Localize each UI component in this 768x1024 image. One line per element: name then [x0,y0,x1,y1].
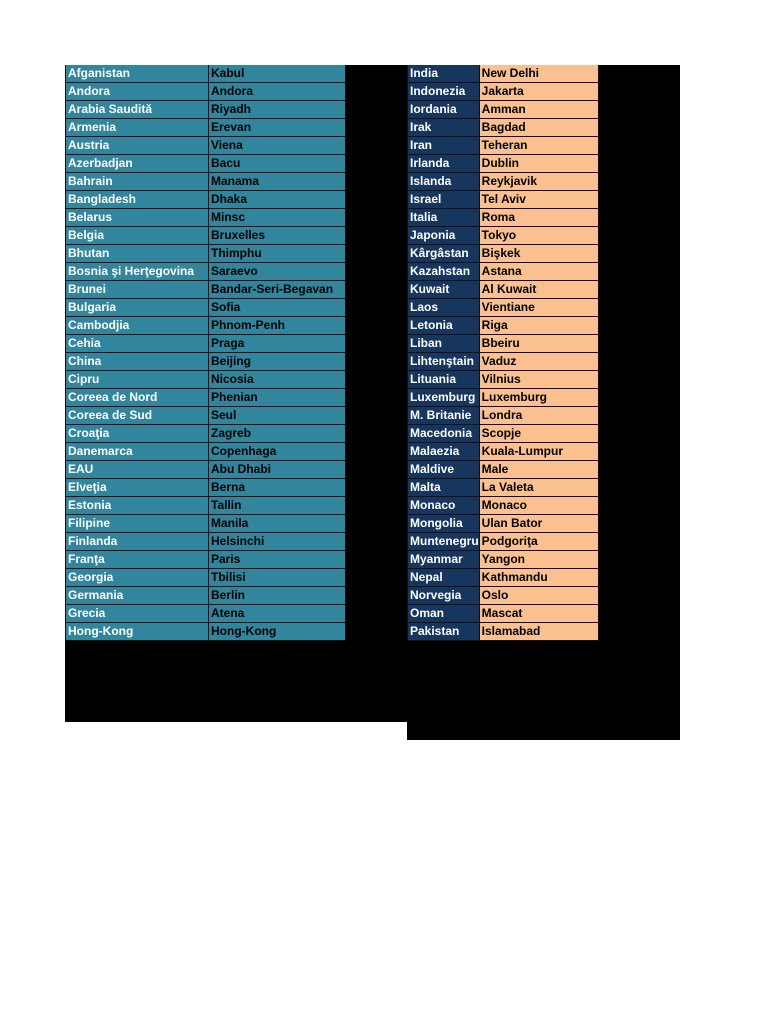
country-cell: Andora [66,83,209,101]
table-row [408,371,599,389]
country-cell: Austria [66,137,209,155]
table-row [408,497,599,515]
country-cell: Bangladesh [66,191,209,209]
country-cell: Cipru [66,371,209,389]
capital-cell: Vaduz [479,353,598,371]
country-cell: Mongolia [408,515,480,533]
country-cell: Finlanda [66,533,209,551]
capital-cell: Saraevo [209,263,346,281]
country-cell: India [408,65,480,83]
capital-cell: Male [479,461,598,479]
table-row [408,335,599,353]
country-cell: Croaţia [66,425,209,443]
country-cell: Elveţia [66,479,209,497]
table-row [408,227,599,245]
table-row [66,371,346,389]
capital-cell: Astana [479,263,598,281]
country-cell: Muntenegru [408,533,480,551]
country-cell: Bhutan [66,245,209,263]
capital-cell: Abu Dhabi [209,461,346,479]
country-cell: Luxemburg [408,389,480,407]
country-cell: Indonezia [408,83,480,101]
country-cell: Coreea de Sud [66,407,209,425]
capital-cell: Zagreb [209,425,346,443]
country-cell: Bosnia şi Herţegovina [66,263,209,281]
table-row [66,119,346,137]
country-cell: Letonia [408,317,480,335]
capital-cell: Kathmandu [479,569,598,587]
capital-cell: Reykjavik [479,173,598,191]
table-row [408,551,599,569]
country-cell: Italia [408,209,480,227]
table-row [66,461,346,479]
country-cell: Georgia [66,569,209,587]
capital-cell: Minsc [209,209,346,227]
table-row [66,299,346,317]
table-row [66,479,346,497]
capital-cell: Sofia [209,299,346,317]
country-cell: Afganistan [66,65,209,83]
capital-cell: Kuala-Lumpur [479,443,598,461]
table-row [408,299,599,317]
table-row [66,569,346,587]
capital-cell: Beijing [209,353,346,371]
table-row [66,443,346,461]
country-cell: Cehia [66,335,209,353]
country-cell: Irak [408,119,480,137]
capital-cell: Phenian [209,389,346,407]
table-row [408,353,599,371]
country-cell: Macedonia [408,425,480,443]
capital-cell: La Valeta [479,479,598,497]
table-row [408,119,599,137]
table-row [408,281,599,299]
table-row [408,587,599,605]
table-row [66,515,346,533]
country-cell: Islanda [408,173,480,191]
country-cell: Arabia Saudită [66,101,209,119]
country-cell: Malaezia [408,443,480,461]
capital-cell: Vilnius [479,371,598,389]
capital-cell: Paris [209,551,346,569]
country-cell: Germania [66,587,209,605]
capital-cell: Bagdad [479,119,598,137]
country-cell: Myanmar [408,551,480,569]
country-cell: Norvegia [408,587,480,605]
table-row [66,497,346,515]
country-cell: Lihtenştain [408,353,480,371]
table-row [66,389,346,407]
country-cell: Bahrain [66,173,209,191]
capital-cell: Atena [209,605,346,623]
country-cell: Azerbadjan [66,155,209,173]
table-row [66,353,346,371]
capital-cell: Al Kuwait [479,281,598,299]
country-cell: Danemarca [66,443,209,461]
capital-cell: Mascat [479,605,598,623]
capital-cell: Tbilisi [209,569,346,587]
table-row [66,551,346,569]
table-row [66,227,346,245]
table-row [408,425,599,443]
table-row [408,137,599,155]
capital-cell: Berna [209,479,346,497]
capital-cell: Berlin [209,587,346,605]
country-cell: Kuwait [408,281,480,299]
country-cell: Belarus [66,209,209,227]
table-row [408,101,599,119]
table-row [66,101,346,119]
capitals-table-right [407,65,599,641]
country-cell: Laos [408,299,480,317]
capital-cell: Ulan Bator [479,515,598,533]
capital-cell: Thimphu [209,245,346,263]
country-cell: Maldive [408,461,480,479]
capital-cell: Bişkek [479,245,598,263]
capital-cell: Luxemburg [479,389,598,407]
country-cell: Pakistan [408,623,480,641]
table-row [66,155,346,173]
country-cell: Kazahstan [408,263,480,281]
table-row [408,317,599,335]
table-row [408,407,599,425]
table-row [66,425,346,443]
capital-cell: Tallin [209,497,346,515]
table-row [66,533,346,551]
capital-cell: Oslo [479,587,598,605]
capital-cell: New Delhi [479,65,598,83]
capital-cell: Manama [209,173,346,191]
table-row [66,407,346,425]
country-cell: Belgia [66,227,209,245]
capital-cell: Nicosia [209,371,346,389]
country-cell: Lituania [408,371,480,389]
table-row [408,263,599,281]
capital-cell: Viena [209,137,346,155]
country-cell: Iran [408,137,480,155]
capital-cell: Bruxelles [209,227,346,245]
capital-cell: Podgoriţa [479,533,598,551]
country-cell: Monaco [408,497,480,515]
capital-cell: Islamabad [479,623,598,641]
table-row [408,479,599,497]
capital-cell: Yangon [479,551,598,569]
table-row [408,443,599,461]
country-cell: Irlanda [408,155,480,173]
capital-cell: Seul [209,407,346,425]
table-row [408,623,599,641]
table-row [66,209,346,227]
capital-cell: Scopje [479,425,598,443]
table-row [408,191,599,209]
capitals-table-left [65,65,346,641]
country-cell: Coreea de Nord [66,389,209,407]
capital-cell: Manila [209,515,346,533]
table-row [66,173,346,191]
table-row [408,209,599,227]
table-row [66,65,346,83]
country-cell: Armenia [66,119,209,137]
capital-cell: Londra [479,407,598,425]
country-cell: Cambodjia [66,317,209,335]
table-row [408,245,599,263]
table-row [408,569,599,587]
table-row [66,335,346,353]
table-row [408,533,599,551]
country-cell: Filipine [66,515,209,533]
table-row [408,65,599,83]
table-row [408,155,599,173]
capital-cell: Andora [209,83,346,101]
capital-cell: Tokyo [479,227,598,245]
country-cell: M. Britanie [408,407,480,425]
country-cell: Kârgâstan [408,245,480,263]
capital-cell: Riga [479,317,598,335]
capital-cell: Tel Aviv [479,191,598,209]
country-cell: Oman [408,605,480,623]
country-cell: Hong-Kong [66,623,209,641]
capital-cell: Hong-Kong [209,623,346,641]
capital-cell: Bacu [209,155,346,173]
country-cell: Japonia [408,227,480,245]
capital-cell: Erevan [209,119,346,137]
table-row [408,389,599,407]
capital-cell: Jakarta [479,83,598,101]
capital-cell: Bandar-Seri-Begavan [209,281,346,299]
table-row [66,587,346,605]
table-row [66,263,346,281]
country-cell: Israel [408,191,480,209]
capital-cell: Amman [479,101,598,119]
table-row [66,83,346,101]
capital-cell: Helsinchi [209,533,346,551]
country-cell: Franţa [66,551,209,569]
country-cell: Iordania [408,101,480,119]
table-row [66,605,346,623]
table-row [408,461,599,479]
capital-cell: Roma [479,209,598,227]
table-row [66,317,346,335]
table-row [408,83,599,101]
table-row [66,281,346,299]
table-row [408,605,599,623]
capital-cell: Riyadh [209,101,346,119]
capital-cell: Vientiane [479,299,598,317]
country-cell: Estonia [66,497,209,515]
table-row [66,623,346,641]
capital-cell: Teheran [479,137,598,155]
capital-cell: Dublin [479,155,598,173]
capital-cell: Kabul [209,65,346,83]
country-cell: China [66,353,209,371]
table-row [408,173,599,191]
country-cell: Grecia [66,605,209,623]
capital-cell: Phnom-Penh [209,317,346,335]
country-cell: Malta [408,479,480,497]
capital-cell: Bbeiru [479,335,598,353]
country-cell: Liban [408,335,480,353]
table-row [408,515,599,533]
table-row [66,245,346,263]
capital-cell: Praga [209,335,346,353]
capital-cell: Monaco [479,497,598,515]
capital-cell: Copenhaga [209,443,346,461]
country-cell: EAU [66,461,209,479]
table-row [66,191,346,209]
country-cell: Nepal [408,569,480,587]
country-cell: Brunei [66,281,209,299]
table-row [66,137,346,155]
country-cell: Bulgaria [66,299,209,317]
capital-cell: Dhaka [209,191,346,209]
